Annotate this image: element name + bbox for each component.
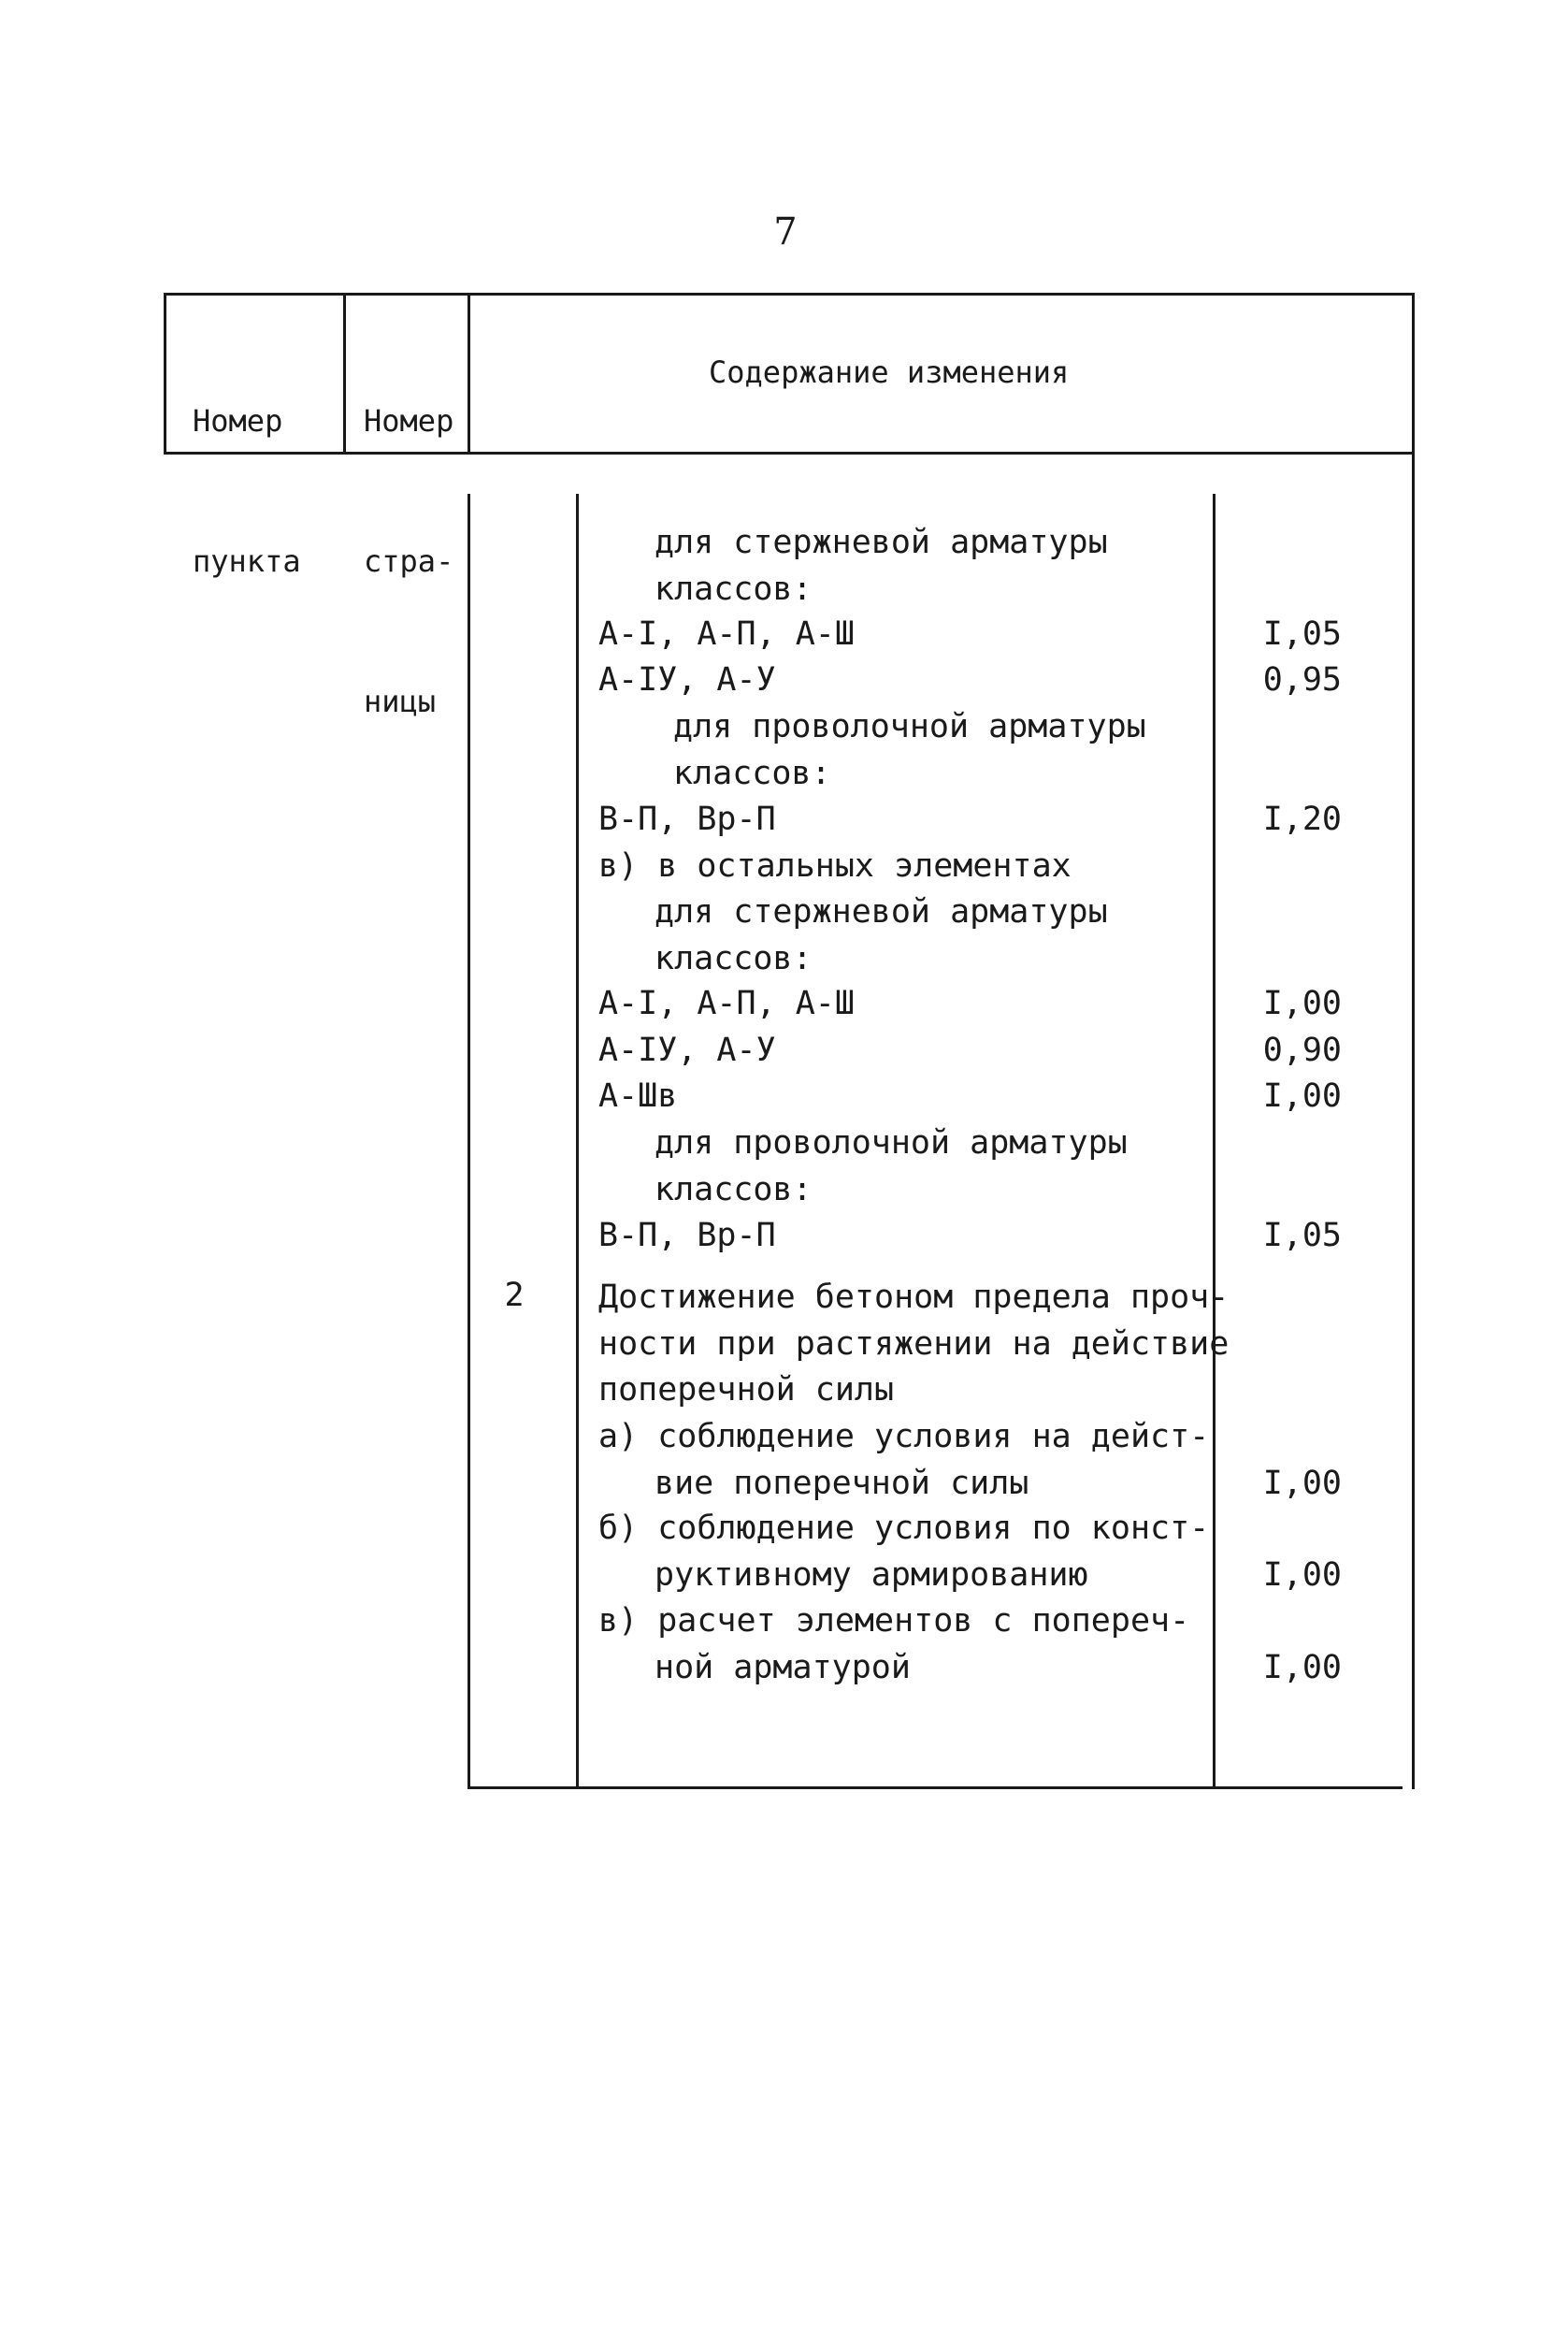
coefficient-value: I,20	[1262, 801, 1342, 838]
content-line: В-П, Вр-П	[598, 1217, 776, 1254]
content-line: А-IУ, А-У	[598, 661, 776, 699]
content-line: ной арматурой	[655, 1649, 911, 1686]
header-divider-1	[343, 293, 346, 455]
table-right-border	[1412, 293, 1415, 1789]
content-line: для проволочной арматуры	[655, 1124, 1128, 1162]
content-line: б) соблюдение условия по конст-	[598, 1510, 1210, 1547]
coefficient-value: I,05	[1262, 615, 1342, 653]
coefficient-value: 0,95	[1262, 661, 1342, 699]
content-line: для стержневой арматуры	[655, 893, 1108, 931]
coefficient-value: I,05	[1262, 1217, 1342, 1254]
coefficient-value: I,00	[1262, 1465, 1342, 1502]
coefficient-value: 0,90	[1262, 1032, 1342, 1069]
table-bottom-border	[468, 1786, 1403, 1789]
body-divider-left	[468, 494, 470, 1789]
content-line: руктивному армированию	[655, 1556, 1088, 1594]
coefficient-value: I,00	[1262, 1556, 1342, 1594]
content-line: классов:	[655, 1171, 813, 1208]
header-col2-line2: стра-	[364, 543, 454, 579]
content-line: классов:	[655, 940, 813, 977]
content-line: поперечной силы	[598, 1371, 895, 1409]
content-line: для проволочной арматуры	[673, 708, 1146, 745]
content-line: классов:	[673, 755, 831, 792]
page-number: 7	[773, 210, 798, 253]
content-line: А-IУ, А-У	[598, 1032, 776, 1069]
content-line: для стержневой арматуры	[655, 524, 1108, 561]
coefficient-value: I,00	[1262, 985, 1342, 1022]
content-line: ности при растяжении на действие	[598, 1325, 1230, 1363]
coefficient-value: I,00	[1262, 1077, 1342, 1115]
content-line: В-П, Вр-П	[598, 801, 776, 838]
coefficient-value: I,00	[1262, 1649, 1342, 1686]
header-col1-line1: Номер	[193, 403, 283, 439]
body-divider-value	[1213, 494, 1216, 1789]
header-col3: Содержание изменения	[709, 354, 1070, 390]
header-bottom-border	[164, 452, 1415, 455]
content-line: вие поперечной силы	[655, 1465, 1029, 1502]
content-line: А-I, А-П, А-Ш	[598, 985, 855, 1022]
content-line: в) в остальных элементах	[598, 847, 1072, 885]
header-col2-line1: Номер	[364, 403, 454, 439]
content-line: а) соблюдение условия на дейст-	[598, 1418, 1210, 1455]
content-line: классов:	[655, 571, 813, 608]
header-left-border	[164, 293, 166, 455]
header-col2-line3: ницы	[364, 684, 437, 719]
content-line: А-Шв	[598, 1077, 678, 1115]
table-top-border	[164, 293, 1415, 296]
header-col1	[193, 304, 301, 678]
header-col2	[364, 304, 453, 818]
item-number: 2	[504, 1277, 525, 1314]
body-divider-mid	[576, 494, 579, 1789]
header-divider-2	[468, 293, 470, 455]
content-line: Достижение бетоном предела проч-	[598, 1279, 1230, 1316]
content-line: А-I, А-П, А-Ш	[598, 615, 855, 653]
header-col1-line2: пункта	[193, 543, 301, 579]
content-line: в) расчет элементов с попереч-	[598, 1602, 1190, 1640]
